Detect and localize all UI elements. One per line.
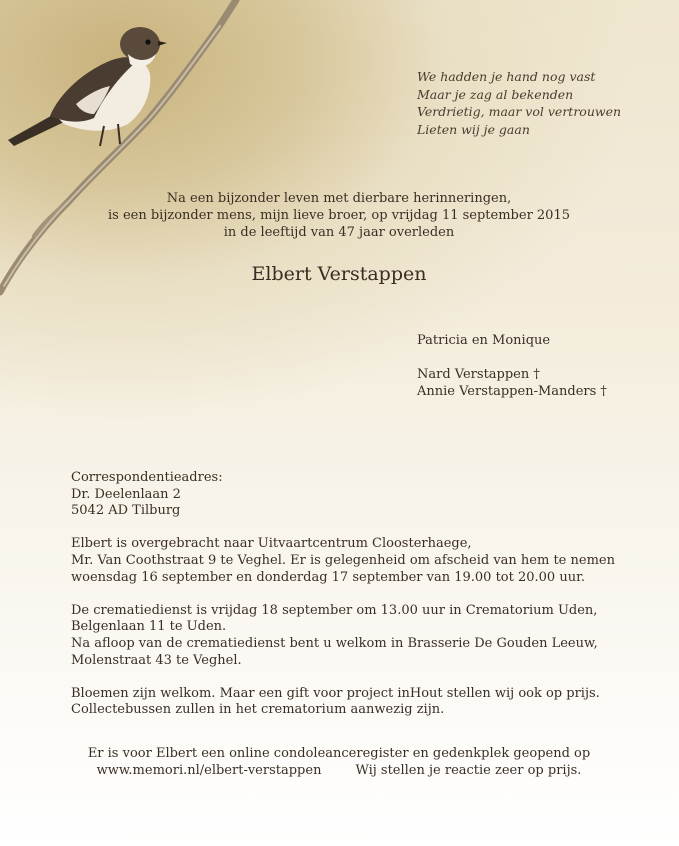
poem-line: Lieten wij je gaan	[417, 121, 530, 137]
announcement-intro	[40, 190, 638, 241]
intro-line: in de leeftijd van 47 jaar overleden	[223, 225, 455, 240]
details-section	[71, 470, 661, 719]
service-line: De crematiedienst is vrijdag 18 september om 13.00 uur in Crematorium Uden,	[71, 602, 598, 618]
bird-beak	[158, 41, 167, 46]
viewing-line: Mr. Van Coothstraat 9 te Veghel. Er is gelegenheid om afscheid van hem te nemen	[71, 552, 615, 568]
service-line: Na afloop van de crematiedienst bent u welkom in Brasserie De Gouden Leeuw,	[71, 635, 598, 651]
poem	[417, 68, 657, 138]
bird-on-branch-image	[0, 0, 260, 300]
family-parent: Annie Verstappen-Manders †	[417, 384, 607, 399]
family-sister: Patricia en Monique	[417, 333, 551, 348]
poem-line: Maar je zag al bekenden	[417, 86, 574, 102]
deceased-name: Elbert Verstappen	[251, 263, 427, 285]
intro-line: is een bijzonder mens, mijn lieve broer, op vrijdag 11 september 2015	[107, 208, 570, 223]
service-line: Molenstraat 43 te Veghel.	[71, 652, 242, 668]
correspondence-postal-city: 5042 AD Tilburg	[71, 503, 181, 519]
poem-line: Verdrietig, maar vol vertrouwen	[417, 104, 622, 119]
family-signatures	[417, 332, 667, 400]
flowers-line: Bloemen zijn welkom. Maar een gift voor project inHout stellen wij ook op prijs.	[71, 685, 600, 701]
service-line: Belgenlaan 11 te Uden.	[71, 619, 227, 635]
footer-reaction: Wij stellen je reactie zeer op prijs.	[355, 763, 582, 778]
family-parent: Nard Verstappen †	[417, 367, 540, 382]
poem-line: We hadden je hand nog vast	[417, 69, 596, 84]
footer-line-2	[20, 762, 658, 779]
correspondence-street: Dr. Deelenlaan 2	[71, 486, 181, 502]
viewing-line: Elbert is overgebracht naar Uitvaartcentrum Cloosterhaege,	[71, 536, 472, 552]
memorial-url-link[interactable]: www.memori.nl/elbert-verstappen	[96, 763, 322, 778]
condolence-footer	[20, 745, 658, 779]
flowers-line: Collectebussen zullen in het crematorium aanwezig zijn.	[71, 702, 445, 718]
correspondence-label: Correspondentieadres:	[71, 470, 223, 485]
intro-line: Na een bijzonder leven met dierbare herinneringen,	[166, 191, 512, 206]
branch	[0, 0, 236, 292]
bird-eye	[145, 39, 150, 44]
footer-line: Er is voor Elbert een online condoleanceregister en gedenkplek geopend op	[87, 746, 591, 761]
viewing-line: woensdag 16 september en donderdag 17 september van 19.00 tot 20.00 uur.	[71, 569, 585, 585]
